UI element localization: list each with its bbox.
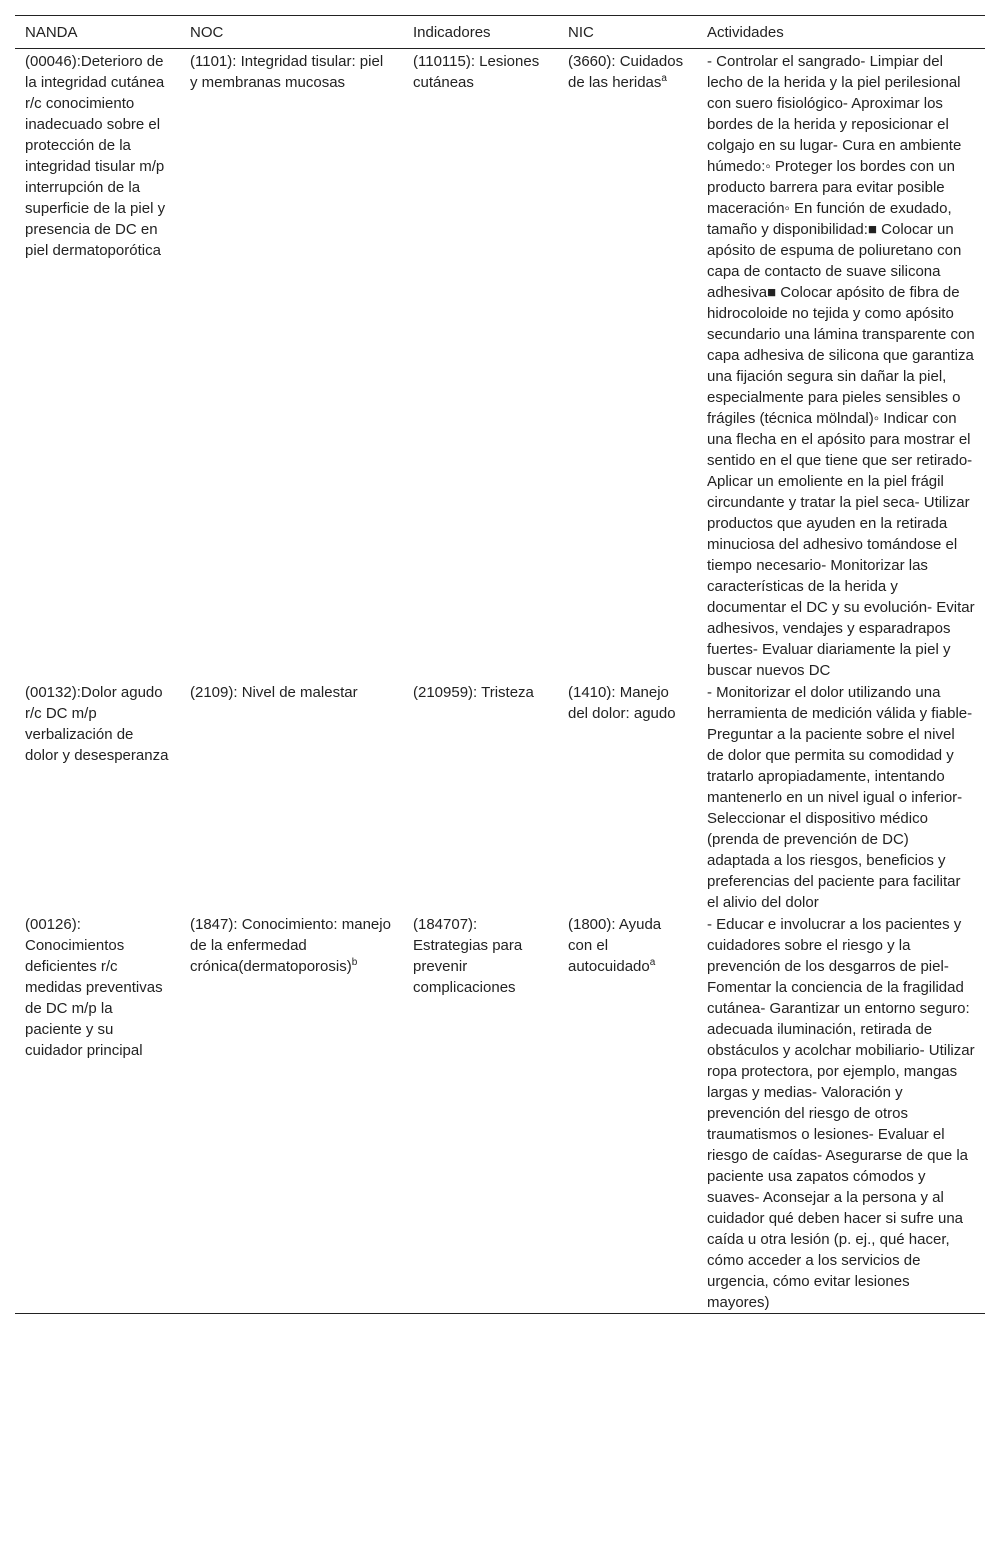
cell-actividades: - Monitorizar el dolor utilizando una herramienta de medición válida y fiable- Preguntar a la paciente sobre el nivel de dolor que permita su comodidad y tratarlo apropiadamente, intentando mantenerlo en un nivel igual o inferior- Seleccionar el dispositivo médico (prenda de prevención de DC) adaptada a los riesgos, beneficios y preferencias del paciente para facilitar el alivio del dolor <box>707 684 973 911</box>
cell-nanda: (00132):Dolor agudo r/c DC m/p verbalización de dolor y desesperanza <box>25 684 169 764</box>
header-nic: NIC <box>568 24 594 41</box>
header-indicadores: Indicadores <box>413 24 491 41</box>
cell-noc <box>180 681 403 913</box>
cell-nic <box>558 913 697 1314</box>
cell-actividades: - Educar e involucrar a los pacientes y cuidadores sobre el riesgo y la prevención de los desgarros de piel- Fomentar la conciencia de la fragilidad cutánea- Garantizar un entorno seguro: adecuada iluminación, retirada de obstáculos y acolchar mobiliario- Utilizar ropa protectora, por ejemplo, mangas largas y medias- Valoración y prevención del riesgo de otros traumatismos o lesiones- Evaluar el riesgo de caídas- Asegurarse de que la paciente usa zapatos cómodos y suaves- Aconsejar a la persona y al cuidador qué deben hacer si sufre una caída u otra lesión (p. ej., qué hacer, cómo acceder a los servicios de urgencia, cómo evitar lesiones mayores) <box>707 916 975 1311</box>
header-noc: NOC <box>190 24 224 41</box>
table-row <box>15 49 985 682</box>
cell-actividades: - Controlar el sangrado- Limpiar del lecho de la herida y la piel perilesional con suero fisiológico- Aproximar los bordes de la herida y reposicionar el colgajo en su lugar- Cura en ambiente húmedo:◦ Proteger los bordes con un producto barrera para evitar posible maceración◦ En función de exudado, tamaño y disponibilidad:■ Colocar un apósito de espuma de poliuretano con capa de contacto de suave silicona adhesiva■ Colocar apósito de fibra de hidrocoloide no tejida y como apósito secundario una lámina transparente con capa adhesiva de silicona que garantiza una fijación segura sin dañar la piel, especialmente para pieles sensibles o frágiles (técnica mölndal)◦ Indicar con una flecha en el apósito para mostrar el sentido en el que tiene que ser retirado- Aplicar un emoliente en la piel frágil circundante y tratar la piel seca- Utilizar productos que ayuden en la retirada minuciosa del adhesivo tomándose el tiempo necesario- Monitorizar las características de la herida y documentar el DC y su evolución- Evitar adhesivos, vendajes y esparadrapos fuertes- Evaluar diariamente la piel y buscar nuevos DC <box>707 53 975 679</box>
cell-noc-text: (2109): Nivel de malestar <box>190 684 358 701</box>
cell-nic-text: (1410): Manejo del dolor: agudo <box>568 684 676 722</box>
cell-nic-text: (1800): Ayuda con el autocuidado <box>568 916 662 975</box>
footnote-mark: b <box>351 957 358 968</box>
cell-noc-text: (1101): Integridad tisular: piel y membranas mucosas <box>190 53 384 91</box>
table-row <box>15 913 985 1314</box>
cell-nic <box>558 49 697 682</box>
table-row <box>15 681 985 913</box>
cell-noc <box>180 913 403 1314</box>
header-nanda: NANDA <box>25 24 78 41</box>
cell-nic-text: (3660): Cuidados de las heridas <box>568 53 684 91</box>
cell-nanda: (00046):Deterioro de la integridad cutánea r/c conocimiento inadecuado sobre el protección de la integridad tisular m/p interrupción de la superficie de la piel y presencia de DC en piel dermatoporótica <box>25 53 166 259</box>
header-row <box>15 16 985 49</box>
cell-indicadores: (110115): Lesiones cutáneas <box>413 53 540 91</box>
cell-noc <box>180 49 403 682</box>
cell-indicadores: (184707): Estrategias para prevenir complicaciones <box>413 916 523 996</box>
cell-nanda: (00126): Conocimientos deficientes r/c medidas preventivas de DC m/p la paciente y su cuidador principal <box>25 916 163 1059</box>
cell-noc-text: (1847): Conocimiento: manejo de la enfermedad crónica(dermatoporosis) <box>190 916 391 975</box>
cell-indicadores: (210959): Tristeza <box>413 684 534 701</box>
care-plan-table <box>15 15 985 1314</box>
cell-nic <box>558 681 697 913</box>
care-plan-table-container <box>15 15 985 1314</box>
footnote-mark: a <box>661 73 667 84</box>
table-body <box>15 49 985 1314</box>
table-header <box>15 16 985 49</box>
footnote-mark: a <box>649 957 656 968</box>
header-actividades: Actividades <box>707 24 784 41</box>
